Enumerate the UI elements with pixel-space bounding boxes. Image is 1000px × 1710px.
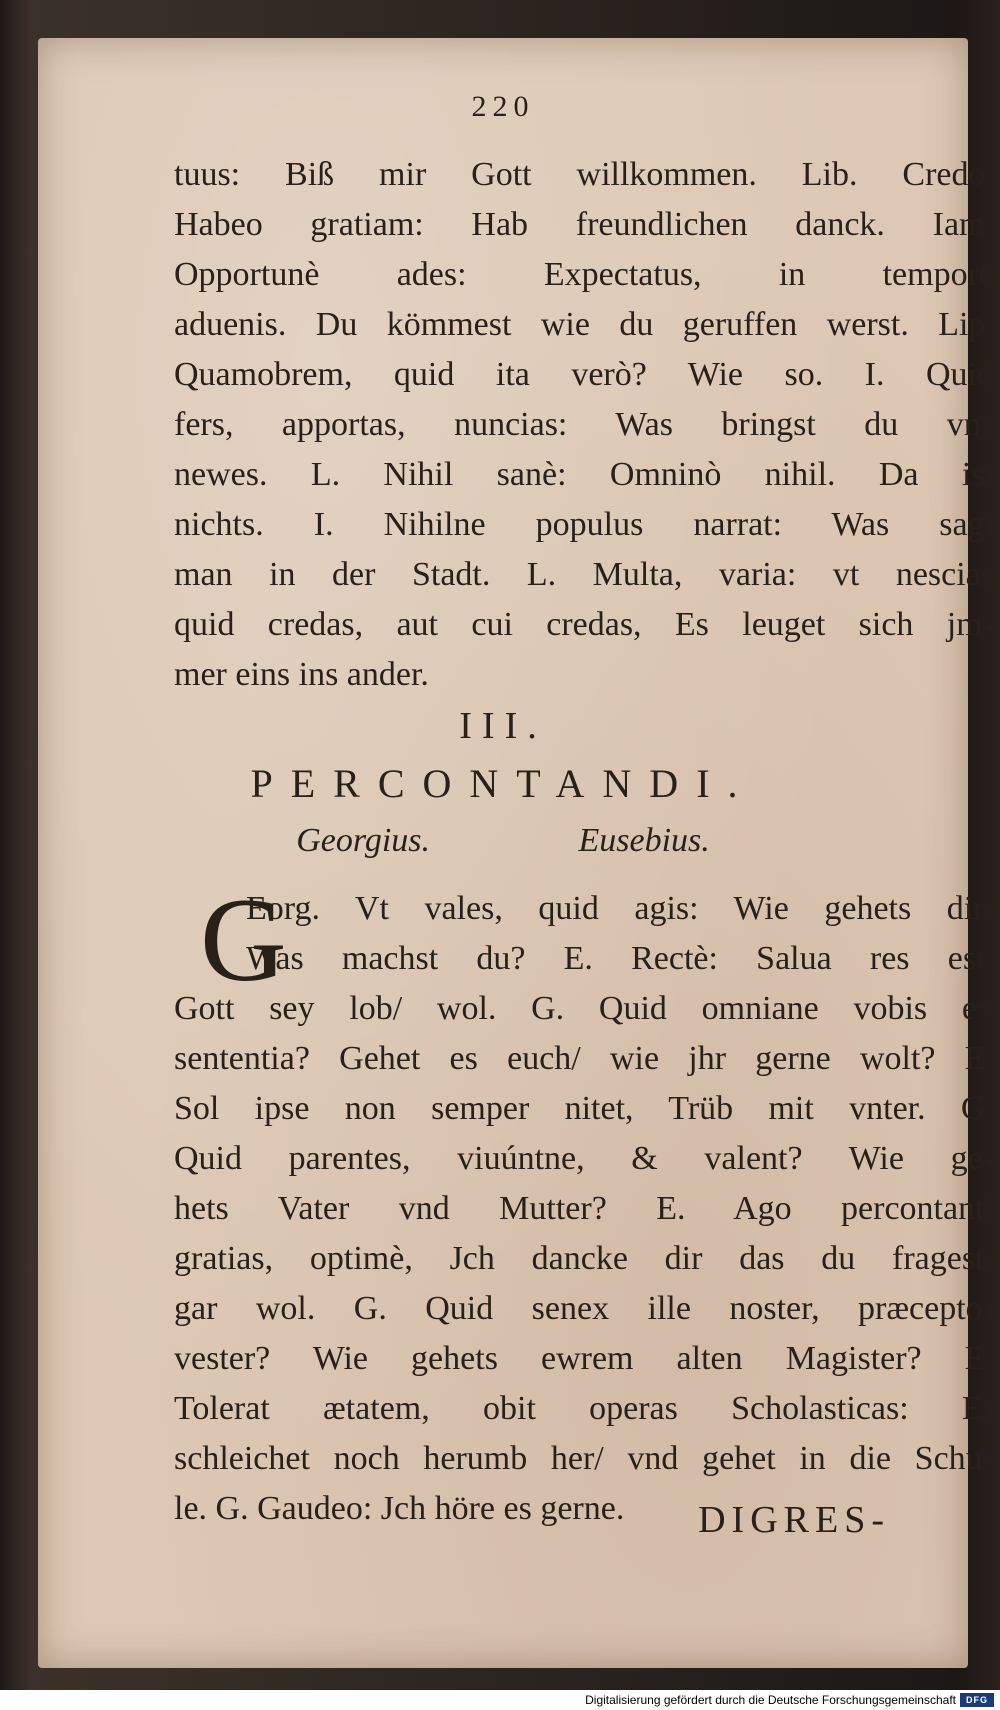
speaker-eusebius: Eusebius.	[578, 822, 710, 859]
text-line: sententia? Gehet es euch/ wie jhr gerne wolt? E.	[174, 1040, 994, 1077]
speaker-georgius: Georgius.	[296, 822, 430, 859]
text-line: Quid parentes, viuúntne, & valent? Wie ge-	[174, 1140, 994, 1177]
text-line: fers, apportas, nuncias: Was bringst du vns	[174, 406, 994, 443]
footer-credit: Digitalisierung gefördert durch die Deutsche Forschungsgemeinschaft	[585, 1693, 956, 1707]
dfg-logo-icon: DFG	[960, 1693, 994, 1707]
text-line: tuus: Biß mir Gott willkommen. Lib. Credo.	[174, 156, 994, 193]
text-line: nichts. I. Nihilne populus narrat: Was sagt	[174, 506, 994, 543]
section-title: PERCONTANDI.	[250, 761, 756, 806]
top-paragraph	[174, 150, 994, 700]
drop-cap-initial: G	[200, 873, 287, 1006]
text-line: Sol ipse non semper nitet, Trüb mit vnter. G.	[174, 1090, 994, 1127]
text-line: Opportunè ades: Expectatus, in tempore	[174, 256, 994, 293]
text-line: gar wol. G. Quid senex ille noster, præceptor	[174, 1290, 994, 1327]
text-line: man in der Stadt. L. Multa, varia: vt nescias	[174, 556, 994, 593]
text-line: schleichet noch herumb her/ vnd gehet in die Schu-	[174, 1440, 994, 1477]
page-number: 220	[471, 90, 535, 123]
text-line: le. G. Gaudeo: Jch höre es gerne.	[174, 1490, 625, 1527]
digitization-footer	[0, 1690, 1000, 1710]
text-line: Tolerat ætatem, obit operas Scholasticas: Er	[174, 1390, 994, 1427]
text-line: Gott sey lob/ wol. G. Quid omniane vobis ex	[174, 990, 994, 1027]
book-page	[38, 38, 994, 1668]
dialogue-paragraph	[174, 884, 994, 1534]
text-line: quid credas, aut cui credas, Es leuget sich jm-	[174, 606, 994, 643]
speaker-names	[38, 822, 968, 860]
text-line: mer eins ins ander.	[174, 656, 429, 693]
catchword: DIGRES-	[698, 1499, 890, 1541]
text-line: newes. L. Nihil sanè: Omninò nihil. Da ist	[174, 456, 994, 493]
text-line: Was machst du? E. Rectè: Salua res est,	[246, 940, 994, 977]
text-line: Habeo gratiam: Hab freundlichen danck. Iam.	[174, 206, 994, 243]
text-line: gratias, optimè, Jch dancke dir das du fragest/	[174, 1240, 994, 1277]
text-line: Quamobrem, quid ita verò? Wie so. I. Quid	[174, 356, 994, 393]
text-line: aduenis. Du kömmest wie du geruffen werst. Lip.	[174, 306, 994, 343]
section-number: III.	[459, 705, 547, 747]
text-line: vester? Wie gehets ewrem alten Magister? E.	[174, 1340, 994, 1377]
text-line: Eorg. Vt vales, quid agis: Wie gehets dir/	[246, 890, 994, 927]
text-line: hets Vater vnd Mutter? E. Ago percontanti	[174, 1190, 994, 1227]
